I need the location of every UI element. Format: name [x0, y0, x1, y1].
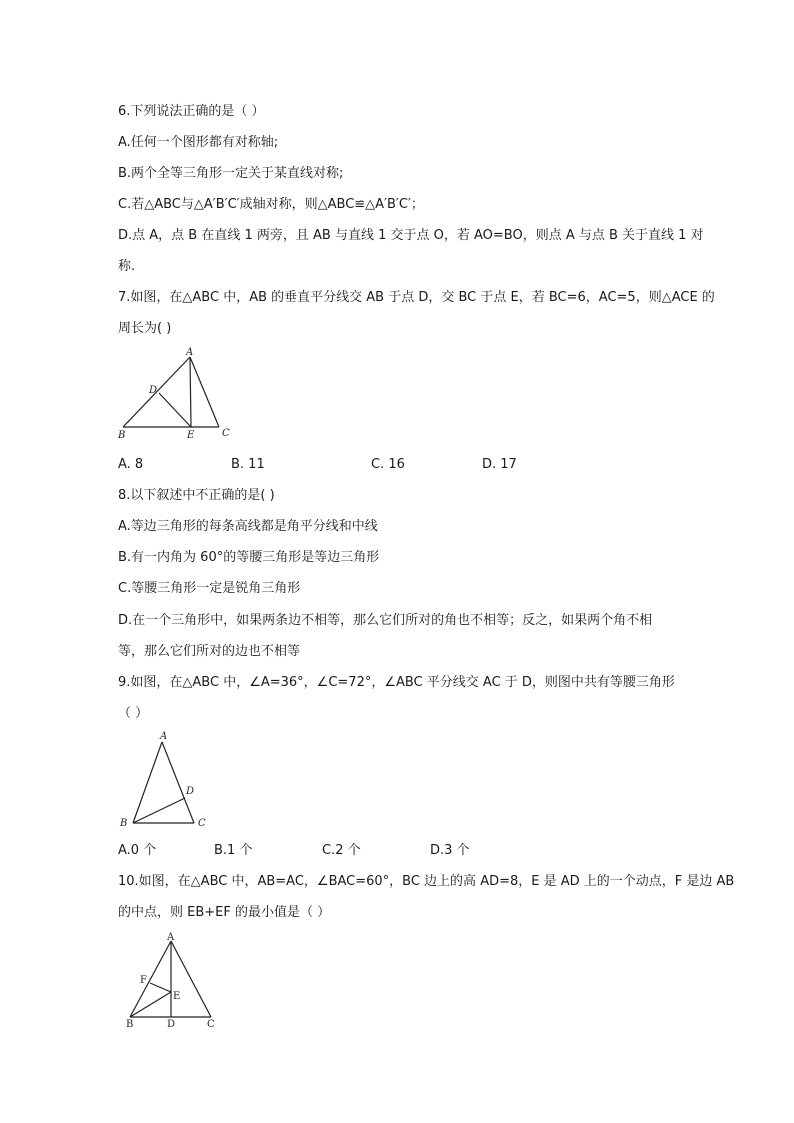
q10-side-ab: [130, 941, 171, 1017]
q7-side-ac: [190, 357, 219, 427]
q10-label-d: D: [167, 1019, 176, 1030]
q9-label-b: B: [120, 818, 128, 829]
q9-side-ac: [162, 742, 194, 823]
q9-label-d: D: [186, 786, 195, 797]
q10-label-c: C: [207, 1019, 215, 1030]
q7-label-a: A: [186, 347, 194, 358]
q6-option-c: C.若△ABC与△A′B′C′成轴对称，则△ABC≌△A′B′C′；: [118, 197, 424, 212]
q6-stem: 6.下列说法正确的是（ ）: [118, 104, 265, 119]
q7-option-c: C. 16: [371, 457, 405, 472]
q8-option-a: A.等边三角形的每条高线都是角平分线和中线: [118, 519, 378, 534]
q9-stem-line1: 9.如图，在△ABC 中，∠A=36°，∠C=72°，∠ABC 平分线交 AC 于 D，则图中共有等腰三角形: [118, 675, 675, 690]
q7-option-a: A. 8: [118, 457, 144, 472]
q7-segment-ae: [190, 357, 191, 427]
q7-label-c: C: [222, 428, 230, 439]
q9-label-c: C: [198, 818, 206, 829]
q10-triangle-figure: [118, 930, 228, 1030]
q8-option-d-line2: 等，那么它们所对的边也不相等: [118, 644, 301, 659]
q7-label-d: D: [149, 385, 158, 396]
q9-option-b: B.1 个: [214, 843, 253, 858]
q8-option-b: B.有一内角为 60°的等腰三角形是等边三角形: [118, 550, 380, 565]
q9-triangle-figure: [115, 730, 215, 830]
q9-option-a: A.0 个: [118, 843, 157, 858]
q10-label-b: B: [126, 1019, 134, 1030]
q7-segment-de: [159, 393, 191, 427]
q10-stem-line2: 的中点，则 EB+EF 的最小值是（ ）: [118, 905, 331, 920]
q7-stem-line2: 周长为( ): [118, 321, 172, 336]
q6-option-b: B.两个全等三角形一定关于某直线对称;: [118, 166, 344, 181]
q8-option-c: C.等腰三角形一定是锐角三角形: [118, 581, 301, 596]
q7-label-b: B: [118, 430, 126, 441]
q10-stem-line1: 10.如图，在△ABC 中，AB=AC，∠BAC=60°，BC 边上的高 AD=8，E 是 AD 上的一个动点，F 是边 AB: [118, 874, 735, 889]
q9-option-c: C.2 个: [322, 843, 361, 858]
q7-stem-line1: 7.如图，在△ABC 中，AB 的垂直平分线交 AB 于点 D，交 BC 于点 E，若 BC=6，AC=5，则△ACE 的: [118, 290, 715, 305]
q7-option-b: B. 11: [231, 457, 265, 472]
q10-side-ac: [171, 941, 211, 1017]
q6-option-d-line1: D.点 A，点 B 在直线 1 两旁，且 AB 与直线 1 交于点 O，若 AO=BO，则点 A 与点 B 关于直线 1 对: [118, 228, 704, 243]
q10-label-e: E: [173, 991, 181, 1002]
q7-triangle-figure: [115, 345, 240, 445]
q9-stem-line2: （ ）: [118, 706, 149, 721]
q9-option-d: D.3 个: [430, 843, 470, 858]
q6-option-a: A.任何一个图形都有对称轴;: [118, 135, 279, 150]
q10-segment-fe: [150, 983, 171, 992]
q10-label-a: A: [167, 932, 175, 943]
q9-label-a: A: [160, 731, 168, 742]
q10-label-f: F: [140, 975, 147, 986]
q6-option-d-line2: 称.: [118, 259, 136, 274]
q7-label-e: E: [187, 430, 195, 441]
q8-option-d-line1: D.在一个三角形中，如果两条边不相等，那么它们所对的角也不相等；反之，如果两个角不相: [118, 613, 653, 628]
q8-stem: 8.以下叙述中不正确的是( ): [118, 488, 275, 503]
q7-option-d: D. 17: [482, 457, 517, 472]
